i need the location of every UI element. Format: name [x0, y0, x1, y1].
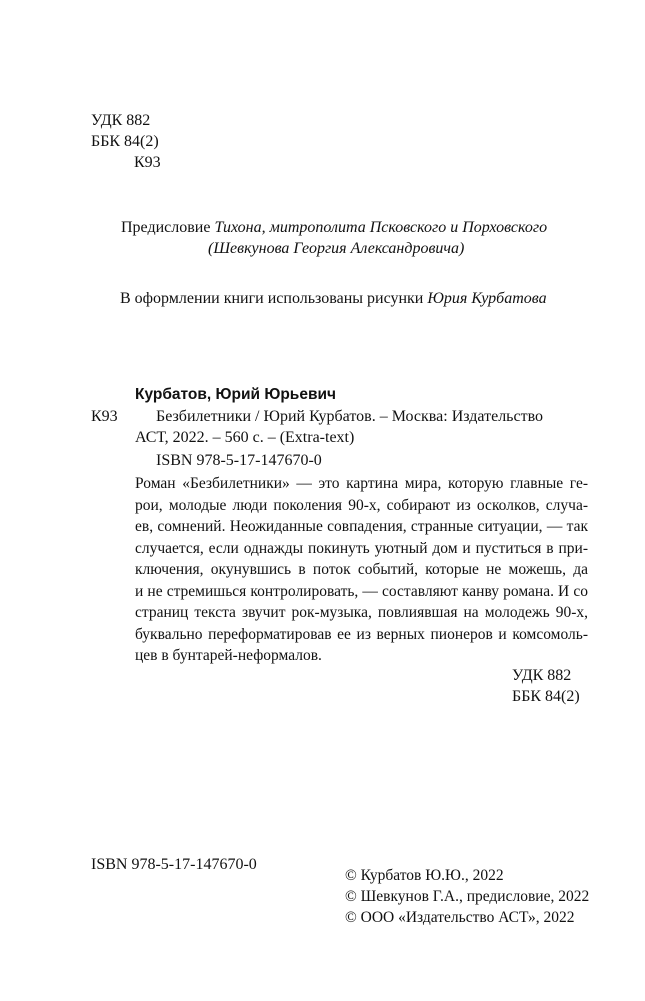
- illustrations-prefix: В оформлении книги использованы рисунки: [120, 290, 428, 307]
- catalog-isbn: ISBN 978-5-17-147670-0: [156, 452, 322, 469]
- annotation-line: рои, молодые люди поколения 90-х, собирают из осколков, случа-: [135, 496, 588, 514]
- bbk-code-bottom: ББК 84(2): [512, 688, 580, 705]
- catalog-title-line-2: АСТ, 2022. – 560 с. – (Extra-text): [135, 429, 355, 446]
- isbn-bottom: ISBN 978-5-17-147670-0: [91, 856, 257, 873]
- annotation-line: Роман «Безбилетники» — это картина мира, которую главные ге-: [135, 475, 588, 492]
- copyright-3: © ООО «Издательство АСТ», 2022: [345, 909, 575, 926]
- annotation-line: буквально переформатировав ее из верных пионеров и комсомоль-: [135, 625, 588, 643]
- annotation-line: страниц текста звучит рок-музыка, повлиявшая на молодежь 90-х,: [135, 604, 588, 621]
- copyright-1: © Курбатов Ю.Ю., 2022: [345, 867, 504, 884]
- annotation-line: и не стремишься контролировать, — составляют канву романа. И со: [135, 582, 588, 600]
- preface-author: Тихона, митрополита Псковского и Порховского: [214, 219, 548, 236]
- catalog-mark: К93: [91, 408, 118, 425]
- author-mark-top: К93: [134, 154, 161, 171]
- preface-author-name: (Шевкунова Георгия Александровича): [208, 240, 465, 257]
- catalog-author: Курбатов, Юрий Юрьевич: [135, 386, 337, 403]
- preface-prefix: Предисловие: [121, 219, 215, 236]
- copyright-2: © Шевкунов Г.А., предисловие, 2022: [345, 888, 590, 905]
- udk-code-bottom: УДК 882: [512, 667, 572, 684]
- annotation-line: цев в бунтарей-неформалов.: [135, 647, 322, 664]
- illustrations-artist: Юрия Курбатова: [427, 290, 547, 307]
- bbk-code-top: ББК 84(2): [91, 133, 159, 150]
- annotation-line: ев, сомнений. Неожиданные совпадения, странные ситуации, — так: [135, 518, 588, 535]
- annotation-line: ключения, окунувшись в поток событий, которые не можешь, да: [135, 561, 588, 578]
- illustrations-note: [120, 289, 547, 309]
- catalog-title-line-1: Безбилетники / Юрий Курбатов. – Москва: Издательство: [156, 408, 544, 425]
- udk-code-top: УДК 882: [91, 112, 151, 129]
- preface-line-1: [121, 218, 547, 238]
- annotation: [135, 473, 588, 667]
- annotation-line: случается, если однажды покинуть уютный дом и пуститься в при-: [135, 539, 588, 557]
